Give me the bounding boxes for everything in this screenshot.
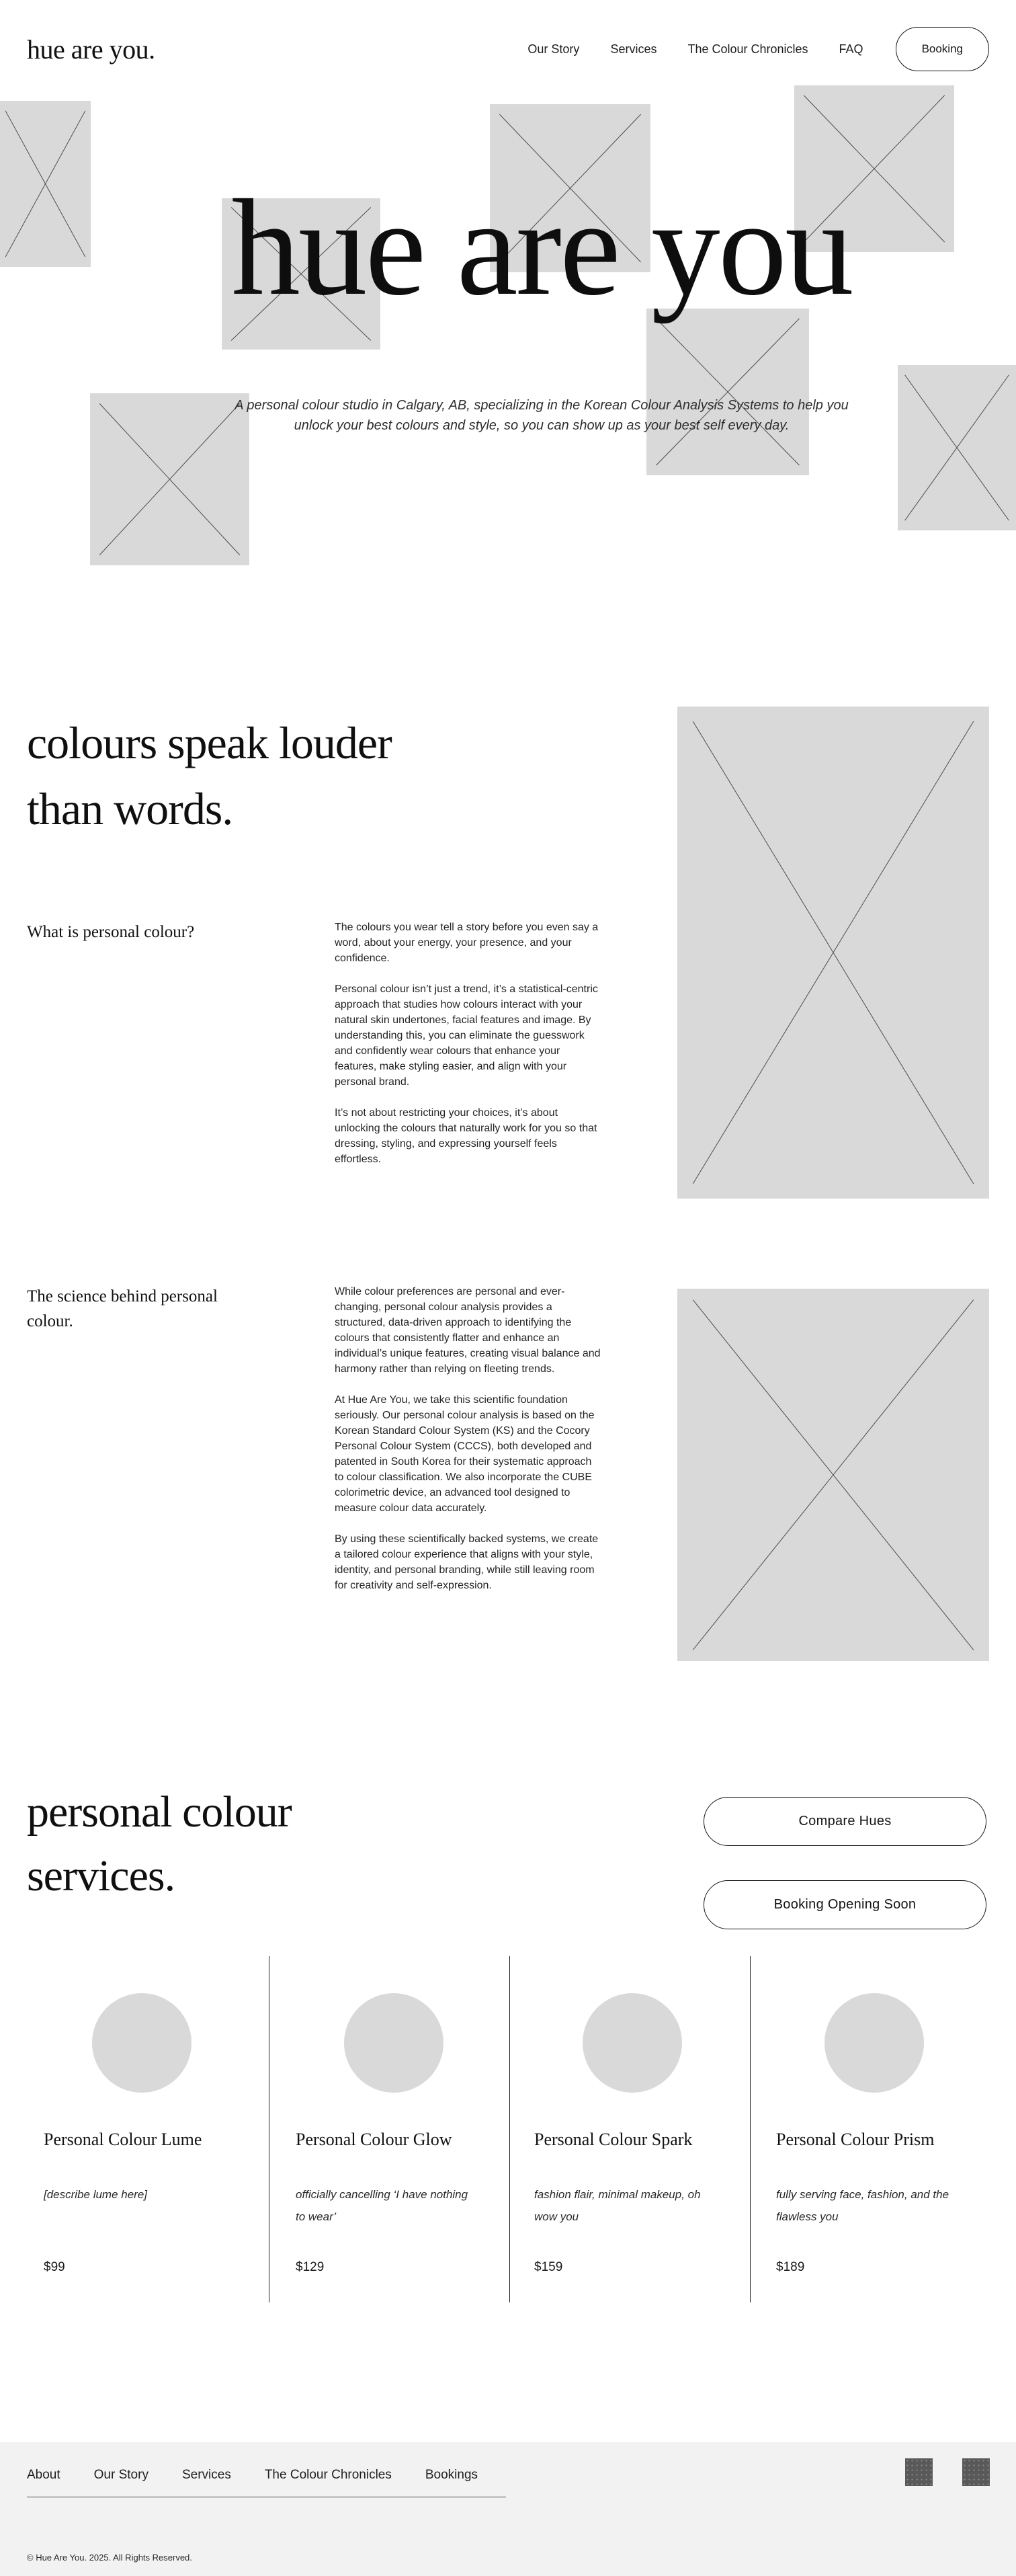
paragraph: The colours you wear tell a story before you even say a word, about your energy, your presence, and your confidence.: [335, 922, 599, 964]
paragraph: Personal colour isn’t just a trend, it’s a statistical-centric approach that studies how colours interact with your natural skin undertones, facial features and image. By understanding this, you can eliminate the guesswork and confidently wear colours that enhance your features, make styling easier, and align with your personal brand.: [335, 983, 598, 1088]
statement-section: [0, 699, 1016, 1210]
card-divider: [750, 1956, 751, 2302]
image-placeholder-cross-icon: [898, 365, 1016, 530]
hero-subtitle: A personal colour studio in Calgary, AB, specializing in the Korean Colour Analysis Systems to help you unlock your best colours and style, so you can show up as your best self every day.: [235, 398, 849, 433]
service-image-placeholder: [583, 1993, 682, 2093]
image-placeholder-cross-icon: [677, 707, 989, 1199]
social-icon-placeholder-1[interactable]: [905, 2458, 933, 2486]
service-price: $99: [44, 2260, 65, 2274]
hero-title: hue are you: [231, 171, 852, 324]
footer-link-services[interactable]: Services: [181, 2468, 231, 2482]
science-image-placeholder: [677, 1289, 989, 1661]
what-is-body: [335, 920, 602, 1167]
service-description: fashion flair, minimal makeup, oh wow you: [534, 2188, 701, 2223]
services-cards-section: [0, 1956, 1016, 2306]
paragraph: While colour preferences are personal and ever-changing, personal colour analysis provides a structured, data-driven approach to identifying the colours that consistently flatter and enhance an individual’s unique features, creating visual balance and harmony rather than relying on fleeting trends.: [335, 1286, 601, 1375]
hero-image-placeholder-1: [0, 101, 91, 267]
service-price: $129: [296, 2260, 325, 2274]
service-title: Personal Colour Lume: [44, 2130, 202, 2149]
nav-colour-chronicles[interactable]: The Colour Chronicles: [687, 42, 808, 56]
service-description: [describe lume here]: [44, 2188, 148, 2201]
image-placeholder-cross-icon: [677, 1289, 989, 1661]
statement-image-placeholder: [677, 707, 989, 1199]
hero-image-placeholder-5: [646, 309, 809, 475]
science-body: [335, 1284, 602, 1593]
science-section: [0, 1281, 1016, 1667]
social-icon-placeholder-2[interactable]: [962, 2458, 990, 2486]
services-header-section: [0, 1775, 1016, 1943]
paragraph: It’s not about restricting your choices, it’s about unlocking the colours that naturally work for you so that dressing, styling, and expressing yourself feels effortless.: [335, 1107, 597, 1165]
nav-our-story[interactable]: Our Story: [527, 42, 580, 56]
service-title: Personal Colour Glow: [296, 2130, 452, 2149]
nav-services[interactable]: Services: [610, 42, 657, 56]
logo[interactable]: hue are you.: [27, 34, 155, 65]
nav-faq[interactable]: FAQ: [839, 42, 863, 56]
service-description: fully serving face, fashion, and the flawless you: [776, 2188, 949, 2223]
footer: [0, 2442, 1016, 2576]
service-price: $189: [776, 2260, 805, 2274]
booking-opening-soon-button[interactable]: Booking Opening Soon: [704, 1880, 986, 1929]
card-divider: [509, 1956, 510, 2302]
service-card-prism: [776, 1956, 978, 2306]
service-description: officially cancelling ‘I have nothing to wear’: [296, 2188, 468, 2223]
footer-link-about[interactable]: About: [27, 2468, 60, 2482]
service-title: Personal Colour Prism: [776, 2130, 935, 2149]
service-card-lume: [44, 1956, 245, 2306]
image-placeholder-cross-icon: [646, 309, 809, 475]
service-image-placeholder: [92, 1993, 192, 2093]
header: [0, 0, 1016, 98]
footer-copyright: © Hue Are You. 2025. All Rights Reserved.: [27, 2552, 192, 2563]
footer-link-our-story[interactable]: Our Story: [93, 2468, 149, 2482]
hero-image-placeholder-6: [898, 365, 1016, 530]
science-label: The science behind personal colour.: [27, 1287, 218, 1330]
service-image-placeholder: [344, 1993, 443, 2093]
statement-heading: colours speak louder than words.: [27, 717, 392, 834]
paragraph: At Hue Are You, we take this scientific foundation seriously. Our personal colour analysis is based on the Korean Standard Colour System (KS) and the Cocory Personal Colour System (CCCS), both developed and patented in South Korea for their systematic approach to colour classification. We also incorporate the CUBE colorimetric device, an advanced tool designed to measure colour data accurately.: [335, 1394, 595, 1514]
booking-button[interactable]: Booking: [896, 27, 989, 71]
service-card-glow: [296, 1956, 497, 2306]
service-image-placeholder: [824, 1993, 924, 2093]
footer-links: [27, 2468, 478, 2483]
main-nav: [527, 27, 989, 71]
compare-hues-button[interactable]: Compare Hues: [704, 1797, 986, 1846]
what-is-label: What is personal colour?: [27, 923, 195, 941]
services-heading: personal colour services.: [27, 1787, 292, 1900]
service-price: $159: [534, 2260, 563, 2274]
footer-link-colour-chronicles[interactable]: The Colour Chronicles: [264, 2468, 392, 2482]
image-placeholder-cross-icon: [0, 101, 91, 267]
paragraph: By using these scientifically backed systems, we create a tailored colour experience that aligns with your style, identity, and personal branding, while still leaving room for creativity and self-expression.: [335, 1533, 599, 1591]
service-card-spark: [534, 1956, 736, 2306]
service-title: Personal Colour Spark: [534, 2130, 693, 2149]
footer-link-bookings[interactable]: Bookings: [425, 2468, 478, 2482]
